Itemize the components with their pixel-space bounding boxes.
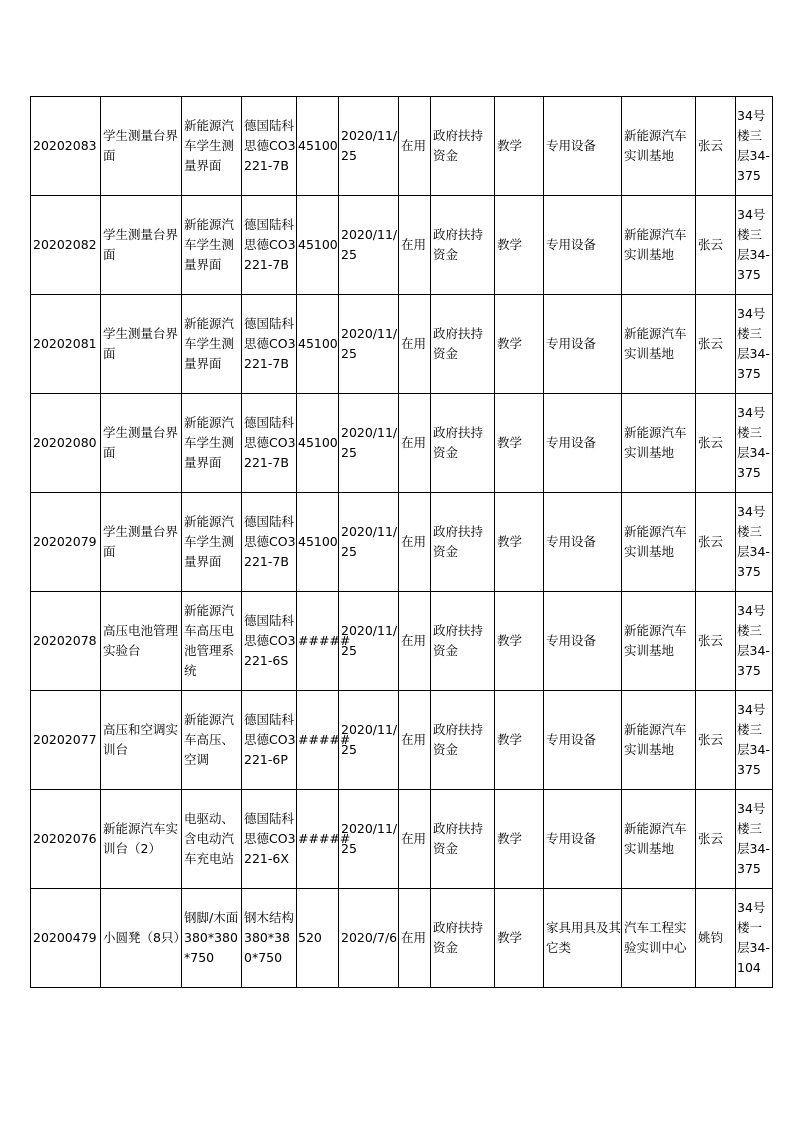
category-cell: 专用设备	[544, 790, 622, 889]
table-row	[31, 295, 773, 394]
status-cell: 在用	[399, 196, 431, 295]
location-cell: 34号楼三层34-375	[736, 790, 773, 889]
table-row	[31, 592, 773, 691]
keeper-cell: 张云	[696, 493, 736, 592]
department-cell: 新能源汽车实训基地	[622, 790, 696, 889]
table-row	[31, 790, 773, 889]
location-cell: 34号楼三层34-375	[736, 493, 773, 592]
asset-brand-cell: 德国陆科思德CO3221-6S	[242, 592, 297, 691]
status-cell: 在用	[399, 394, 431, 493]
category-cell: 专用设备	[544, 295, 622, 394]
asset-id-cell: 20202082	[31, 196, 101, 295]
category-cell: 专用设备	[544, 691, 622, 790]
location-cell: 34号楼三层34-375	[736, 196, 773, 295]
category-cell: 专用设备	[544, 394, 622, 493]
usage-cell: 教学	[495, 790, 544, 889]
asset-table-body	[31, 97, 773, 988]
funding-source-cell: 政府扶持资金	[431, 592, 495, 691]
usage-cell: 教学	[495, 691, 544, 790]
usage-cell: 教学	[495, 97, 544, 196]
asset-name-cell: 学生测量台界面	[101, 196, 182, 295]
asset-id-cell: 20202077	[31, 691, 101, 790]
asset-name-cell: 学生测量台界面	[101, 394, 182, 493]
usage-cell: 教学	[495, 394, 544, 493]
purchase-date-cell: 2020/11/25	[339, 196, 399, 295]
status-cell: 在用	[399, 691, 431, 790]
usage-cell: 教学	[495, 889, 544, 988]
department-cell: 新能源汽车实训基地	[622, 295, 696, 394]
asset-id-cell: 20202076	[31, 790, 101, 889]
asset-model-cell: 新能源汽车学生测量界面	[182, 196, 242, 295]
location-cell: 34号楼三层34-375	[736, 691, 773, 790]
asset-value-cell: 45100	[297, 196, 339, 295]
usage-cell: 教学	[495, 295, 544, 394]
asset-value-cell: #####	[297, 592, 339, 691]
asset-value-cell: 45100	[297, 295, 339, 394]
purchase-date-cell: 2020/11/25	[339, 691, 399, 790]
category-cell: 家具用具及其它类	[544, 889, 622, 988]
asset-value-cell: 45100	[297, 97, 339, 196]
department-cell: 新能源汽车实训基地	[622, 493, 696, 592]
usage-cell: 教学	[495, 493, 544, 592]
funding-source-cell: 政府扶持资金	[431, 394, 495, 493]
asset-value-cell: #####	[297, 790, 339, 889]
asset-model-cell: 新能源汽车学生测量界面	[182, 97, 242, 196]
asset-name-cell: 新能源汽车实训台（2）	[101, 790, 182, 889]
funding-source-cell: 政府扶持资金	[431, 493, 495, 592]
status-cell: 在用	[399, 295, 431, 394]
table-row	[31, 97, 773, 196]
asset-brand-cell: 德国陆科思德CO3221-7B	[242, 493, 297, 592]
asset-id-cell: 20202081	[31, 295, 101, 394]
asset-value-cell: 45100	[297, 493, 339, 592]
status-cell: 在用	[399, 889, 431, 988]
category-cell: 专用设备	[544, 592, 622, 691]
table-row	[31, 493, 773, 592]
asset-name-cell: 高压和空调实训台	[101, 691, 182, 790]
asset-name-cell: 高压电池管理实验台	[101, 592, 182, 691]
funding-source-cell: 政府扶持资金	[431, 97, 495, 196]
purchase-date-cell: 2020/7/6	[339, 889, 399, 988]
asset-model-cell: 新能源汽车学生测量界面	[182, 493, 242, 592]
asset-name-cell: 学生测量台界面	[101, 493, 182, 592]
asset-brand-cell: 德国陆科思德CO3221-6P	[242, 691, 297, 790]
funding-source-cell: 政府扶持资金	[431, 790, 495, 889]
keeper-cell: 张云	[696, 691, 736, 790]
asset-table	[30, 96, 773, 988]
status-cell: 在用	[399, 790, 431, 889]
table-row	[31, 394, 773, 493]
asset-id-cell: 20202078	[31, 592, 101, 691]
asset-model-cell: 新能源汽车学生测量界面	[182, 295, 242, 394]
status-cell: 在用	[399, 97, 431, 196]
purchase-date-cell: 2020/11/25	[339, 394, 399, 493]
funding-source-cell: 政府扶持资金	[431, 295, 495, 394]
keeper-cell: 张云	[696, 592, 736, 691]
usage-cell: 教学	[495, 592, 544, 691]
category-cell: 专用设备	[544, 97, 622, 196]
table-row	[31, 889, 773, 988]
location-cell: 34号楼一层34-104	[736, 889, 773, 988]
purchase-date-cell: 2020/11/25	[339, 493, 399, 592]
keeper-cell: 张云	[696, 790, 736, 889]
asset-value-cell: 520	[297, 889, 339, 988]
funding-source-cell: 政府扶持资金	[431, 889, 495, 988]
department-cell: 汽车工程实验实训中心	[622, 889, 696, 988]
asset-name-cell: 小圆凳（8只）	[101, 889, 182, 988]
asset-model-cell: 新能源汽车高压电池管理系统	[182, 592, 242, 691]
table-row	[31, 691, 773, 790]
asset-id-cell: 20202079	[31, 493, 101, 592]
category-cell: 专用设备	[544, 493, 622, 592]
asset-model-cell: 电驱动、含电动汽车充电站	[182, 790, 242, 889]
asset-brand-cell: 钢木结构380*380*750	[242, 889, 297, 988]
purchase-date-cell: 2020/11/25	[339, 97, 399, 196]
asset-id-cell: 20202080	[31, 394, 101, 493]
table-row	[31, 196, 773, 295]
department-cell: 新能源汽车实训基地	[622, 394, 696, 493]
asset-brand-cell: 德国陆科思德CO3221-7B	[242, 295, 297, 394]
department-cell: 新能源汽车实训基地	[622, 97, 696, 196]
location-cell: 34号楼三层34-375	[736, 592, 773, 691]
purchase-date-cell: 2020/11/25	[339, 790, 399, 889]
keeper-cell: 张云	[696, 295, 736, 394]
status-cell: 在用	[399, 493, 431, 592]
purchase-date-cell: 2020/11/25	[339, 295, 399, 394]
asset-brand-cell: 德国陆科思德CO3221-7B	[242, 97, 297, 196]
asset-model-cell: 钢脚/木面380*380*750	[182, 889, 242, 988]
asset-value-cell: #####	[297, 691, 339, 790]
category-cell: 专用设备	[544, 196, 622, 295]
asset-value-cell: 45100	[297, 394, 339, 493]
location-cell: 34号楼三层34-375	[736, 394, 773, 493]
location-cell: 34号楼三层34-375	[736, 295, 773, 394]
keeper-cell: 张云	[696, 394, 736, 493]
asset-brand-cell: 德国陆科思德CO3221-7B	[242, 196, 297, 295]
purchase-date-cell: 2020/11/25	[339, 592, 399, 691]
asset-name-cell: 学生测量台界面	[101, 295, 182, 394]
funding-source-cell: 政府扶持资金	[431, 691, 495, 790]
keeper-cell: 张云	[696, 97, 736, 196]
keeper-cell: 张云	[696, 196, 736, 295]
keeper-cell: 姚钧	[696, 889, 736, 988]
department-cell: 新能源汽车实训基地	[622, 196, 696, 295]
funding-source-cell: 政府扶持资金	[431, 196, 495, 295]
department-cell: 新能源汽车实训基地	[622, 691, 696, 790]
location-cell: 34号楼三层34-375	[736, 97, 773, 196]
department-cell: 新能源汽车实训基地	[622, 592, 696, 691]
asset-id-cell: 20202083	[31, 97, 101, 196]
status-cell: 在用	[399, 592, 431, 691]
asset-model-cell: 新能源汽车学生测量界面	[182, 394, 242, 493]
asset-model-cell: 新能源汽车高压、空调	[182, 691, 242, 790]
asset-brand-cell: 德国陆科思德CO3221-7B	[242, 394, 297, 493]
usage-cell: 教学	[495, 196, 544, 295]
asset-id-cell: 20200479	[31, 889, 101, 988]
asset-brand-cell: 德国陆科思德CO3221-6X	[242, 790, 297, 889]
asset-name-cell: 学生测量台界面	[101, 97, 182, 196]
